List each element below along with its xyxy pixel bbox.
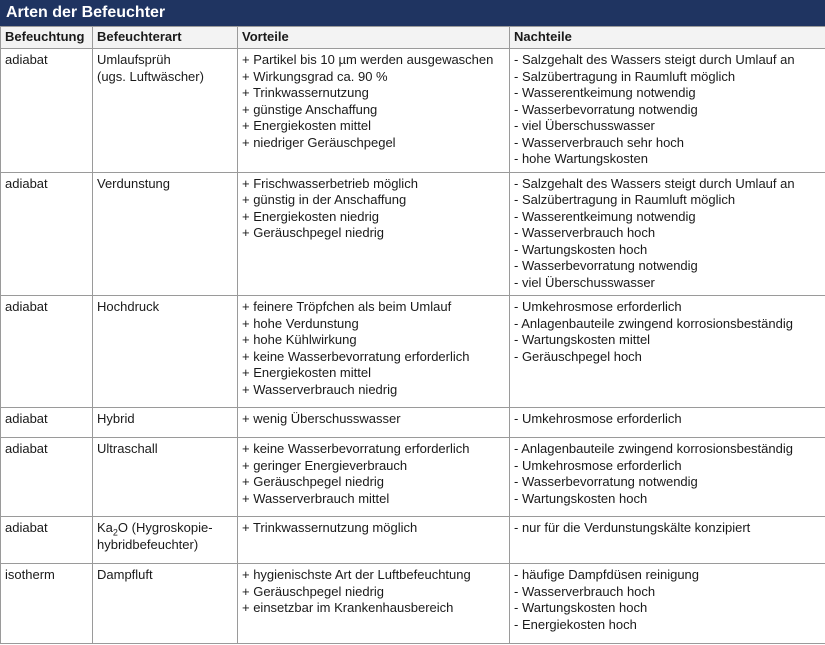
nachteil-item: - Wasserbevorratung notwendig [514,101,698,117]
cell-befeuchterart [93,172,238,296]
cell-befeuchtung: adiabat [1,517,93,564]
vorteil-item: + Wirkungsgrad ca. 90 % [242,68,388,84]
vorteil-item: + Trinkwassernutzung [242,85,369,100]
header-vorteile: Vorteile [238,27,510,49]
nachteil-item: - Umkehrosmose erforderlich [514,411,682,426]
cell-befeuchtung: adiabat [1,408,93,438]
cell-befeuchterart [93,438,238,517]
vorteil-item: + Geräuschpegel niedrig [242,225,385,240]
cell-nachteile [510,517,825,564]
nachteil-item: - Umkehrosmose erforderlich [514,457,682,473]
vorteil-item: + Trinkwassernutzung möglich [242,520,418,535]
cell-befeuchterart [93,517,238,564]
vorteil-item: + Wasserverbrauch mittel [242,490,390,506]
vorteil-item: + hohe Verdunstung [242,315,359,331]
header-nachteile: Nachteile [510,27,825,49]
vorteil-item: + keine Wasserbevorratung erforderlich [242,441,470,456]
befeuchterart-text: O (Hygroskopie- [117,520,213,535]
cell-vorteile [238,172,510,296]
nachteil-item: - Wartungskosten hoch [514,241,648,257]
befeuchterart-line: (ugs. Luftwäscher) [97,68,204,84]
nachteil-item: - Wartungskosten hoch [514,490,648,506]
humidifier-types-table [0,26,825,644]
nachteil-item: - nur für die Verdunstungskälte konzipiert [514,520,751,535]
vorteil-item: + Energiekosten mittel [242,118,371,133]
nachteil-item: - Wasserentkeimung notwendig [514,85,696,100]
nachteil-item: - Salzgehalt des Wassers steigt durch Umlauf an [514,175,795,191]
vorteil-item: + geringer Energieverbrauch [242,457,408,473]
befeuchterart-line: Dampfluft [97,567,153,582]
befeuchterart-line: Verdunstung [97,175,171,191]
vorteil-item: + Geräuschpegel niedrig [242,583,385,599]
cell-nachteile [510,408,825,438]
cell-vorteile [238,438,510,517]
vorteil-item: + einsetzbar im Krankenhausbereich [242,600,454,615]
vorteil-item: + niedriger Geräuschpegel [242,134,396,150]
befeuchterart-text: Ka [97,520,113,535]
nachteil-item: - Anlagenbauteile zwingend korrosionsbeständig [514,315,793,331]
vorteil-item: + feinere Tröpfchen als beim Umlauf [242,299,452,314]
cell-befeuchtung: isotherm [1,564,93,644]
cell-vorteile [238,564,510,644]
cell-vorteile [238,49,510,173]
vorteil-item: + Partikel bis 10 µm werden ausgewaschen [242,52,494,67]
befeuchterart-line: Umlaufsprüh [97,52,171,67]
befeuchterart-line [97,520,233,537]
nachteil-item: - Wasserbevorratung notwendig [514,474,698,489]
cell-befeuchtung: adiabat [1,438,93,517]
befeuchterart-line: Hybrid [97,411,135,426]
cell-befeuchterart [93,564,238,644]
cell-nachteile [510,564,825,644]
nachteil-item: - viel Überschusswasser [514,274,655,290]
vorteil-item: + Wasserverbrauch niedrig [242,381,398,397]
nachteil-item: - häufige Dampfdüsen reinigung [514,567,700,582]
vorteil-item: + Energiekosten niedrig [242,208,379,224]
befeuchterart-line: Ultraschall [97,441,158,456]
nachteil-item: - Wartungskosten mittel [514,332,651,347]
cell-befeuchterart [93,408,238,438]
table-row [1,172,825,296]
cell-nachteile [510,49,825,173]
vorteil-item: + günstig in der Anschaffung [242,192,407,207]
vorteil-item: + wenig Überschusswasser [242,411,401,426]
nachteil-item: - Wasserverbrauch hoch [514,583,656,599]
nachteil-item: - Wasserbevorratung notwendig [514,258,698,273]
vorteil-item: + günstige Anschaffung [242,101,378,117]
cell-befeuchtung: adiabat [1,296,93,408]
befeuchterart-line: hybridbefeuchter) [97,536,199,552]
cell-vorteile [238,408,510,438]
nachteil-item: - hohe Wartungskosten [514,151,648,166]
table-row [1,296,825,408]
nachteil-item: - Salzübertragung in Raumluft möglich [514,68,736,84]
table-header-row [1,27,825,49]
table-row [1,564,825,644]
vorteil-item: + Geräuschpegel niedrig [242,474,385,489]
nachteil-item: - Wartungskosten hoch [514,600,648,615]
nachteil-item: - viel Überschusswasser [514,118,655,133]
cell-nachteile [510,172,825,296]
table-row [1,438,825,517]
cell-nachteile [510,296,825,408]
cell-vorteile [238,296,510,408]
cell-befeuchtung: adiabat [1,172,93,296]
vorteil-item: + hygienischste Art der Luftbefeuchtung [242,567,471,582]
table-title: Arten der Befeuchter [0,0,825,26]
nachteil-item: - Salzgehalt des Wassers steigt durch Umlauf an [514,52,795,67]
nachteil-item: - Energiekosten hoch [514,616,637,632]
header-befeuchtung: Befeuchtung [1,27,93,49]
cell-nachteile [510,438,825,517]
nachteil-item: - Geräuschpegel hoch [514,348,642,364]
nachteil-item: - Wasserverbrauch hoch [514,225,656,240]
subscript-2: 2 [112,527,118,538]
nachteil-item: - Wasserentkeimung notwendig [514,208,696,224]
cell-befeuchtung: adiabat [1,49,93,173]
cell-vorteile [238,517,510,564]
nachteil-item: - Salzübertragung in Raumluft möglich [514,192,736,207]
vorteil-item: + hohe Kühlwirkung [242,332,357,347]
befeuchterart-line: Hochdruck [97,299,160,314]
cell-befeuchterart [93,49,238,173]
cell-befeuchterart [93,296,238,408]
table-row [1,49,825,173]
table-row [1,408,825,438]
nachteil-item: - Umkehrosmose erforderlich [514,299,682,314]
vorteil-item: + Frischwasserbetrieb möglich [242,175,418,191]
nachteil-item: - Wasserverbrauch sehr hoch [514,134,685,150]
vorteil-item: + Energiekosten mittel [242,365,371,380]
nachteil-item: - Anlagenbauteile zwingend korrosionsbeständig [514,441,793,456]
header-befeuchterart: Befeuchterart [93,27,238,49]
vorteil-item: + keine Wasserbevorratung erforderlich [242,348,470,364]
table-row [1,517,825,564]
